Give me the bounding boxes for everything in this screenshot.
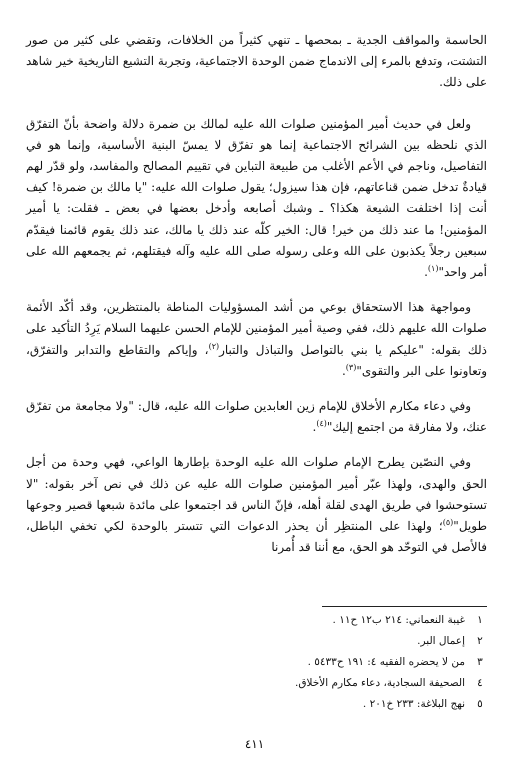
paragraph-text: .: [312, 420, 317, 435]
paragraph-text: ؛ ولهذا على المنتظِر أن يحذر الدعوات التي تتستر بالوحدة لكي تخفي الباطل، فالأصل في التوحّد هو الحق، مع أننا قد أُمرنا: [26, 519, 487, 555]
paragraph-text: .: [424, 265, 428, 280]
footnote-item: [60, 610, 487, 631]
page-number: ٤١١: [244, 737, 265, 751]
footnote-marker: (٣): [345, 362, 357, 372]
footnote-text: إعمال البر.: [417, 635, 465, 647]
paragraph-text: الحاسمة والمواقف الجدية ـ بمحصها ـ تنهي كثيراً من الخلافات، وتقضي على كثير من صور التشتت، وتدفع بالمرء إلى الاندماج ضمن الوحدة الاجتماعية، وتجربة التشيع التاريخية خير شاهد على ذلك.: [26, 33, 487, 90]
paragraph: [26, 297, 487, 382]
main-text: [26, 30, 487, 558]
paragraph: [26, 452, 487, 558]
paragraph-text: وفي النصّين يطرح الإمام صلوات الله عليه الوحدة بإطارها الواعي، فهي وحدة من أجل الحق والهدى، ولهذا عبّر أمير المؤمنين صلوات الله عليه عن ذلك في نص آخر بقوله: "لا تستوحشوا في طريق الهدى لقلة أهله، فإنّ الناس قد اجتمعوا على مائدة شبعها قصير وجوعها طويل": [26, 455, 487, 534]
footnote-item: [60, 694, 487, 715]
footnote-number: ٣: [477, 656, 483, 668]
footnote-marker: (٤): [316, 419, 327, 429]
footnote-text: نهج البلاغة: ٢٣٣ خ٢٠١ .: [362, 698, 465, 710]
footnote-marker: (٥): [442, 518, 454, 528]
paragraph-text: .: [341, 363, 346, 378]
footnote-separator: [322, 606, 487, 607]
footnote-item: [60, 631, 487, 652]
paragraph-text: ومواجهة هذا الاستحقاق بوعي من أشد المسؤوليات المناطة بالمنتظرين، وقد أكّد الأئمة صلوات الله عليهم ذلك، ففي وصية أمير المؤمنين للإمام الحسن عليهما السلام يَرِدُ التأكيد على ذلك بقوله: "عليكم يا بني بالتواصل والتباذل والتبار: [26, 300, 487, 357]
footnote-number: ٢: [477, 635, 483, 647]
footnote-item: [60, 673, 487, 694]
paragraph-text: ولعل في حديث أمير المؤمنين صلوات الله عليه لمالك بن ضمرة دلالة واضحة بأنّ التفرّق الذي نلحظه بين الشرائح الاجتماعية إنما هو تفرّق لا يمسّ البنية الأساسية، وإنما هو في التفاصيل، وناجم في الأعم الأغلب من طبيعة التباين في تقييم المصالح والمفاسد، ولو قدّر لهم قيادةٌ تدخل ضمن قناعاتهم، فإن هذا سيزول؛ يقول صلوات الله عليه: "يا مالك بن ضمرة! كيف أنت إذا اختلفت الشيعة هكذا؟ ـ وشبك أصابعه وأدخل بعضها في بعض ـ فقلت: يا أمير المؤمنين! ما عند ذلك من خير! قال: الخير كلّه عند ذلك يا مالك، عند ذلك يقوم قائمنا فيقدّم سبعين رجلاً يكذبون على الله وعلى رسوله صلى الله عليه وآله فيقتلهم، ثم يجمعهم الله على أمر واحد": [26, 116, 487, 280]
footnote-text: الصحيفة السجادية، دعاء مكارم الأخلاق.: [295, 677, 465, 689]
paragraph: [26, 114, 487, 284]
footnotes-list: [60, 610, 487, 715]
paragraph-text: وفي دعاء مكارم الأخلاق للإمام زين العابدين صلوات الله عليه، قال: "ولا مجامعة من تفرّق عنك، ولا مفارقة من اجتمع إليك": [26, 399, 487, 435]
footnote-number: ٤: [477, 677, 483, 689]
footnote-marker: (١): [427, 264, 439, 274]
paragraph-text: ، وإياكم والتقاطع والتدابر والتفرّق، وتعاونوا على البر والتقوى": [26, 342, 487, 378]
footnote-marker: (٢): [208, 341, 220, 351]
footnote-number: ٥: [477, 698, 483, 710]
footnote-text: غيبة النعماني: ٢١٤ ب١٢ ح١١ .: [332, 614, 465, 626]
footnote-item: [60, 652, 487, 673]
footnote-text: من لا يحضره الفقيه ٤: ١٩١ ح٥٤٣٣ .: [307, 656, 465, 668]
footnote-number: ١: [477, 614, 483, 626]
paragraph: [26, 396, 487, 438]
paragraph: [26, 30, 487, 94]
